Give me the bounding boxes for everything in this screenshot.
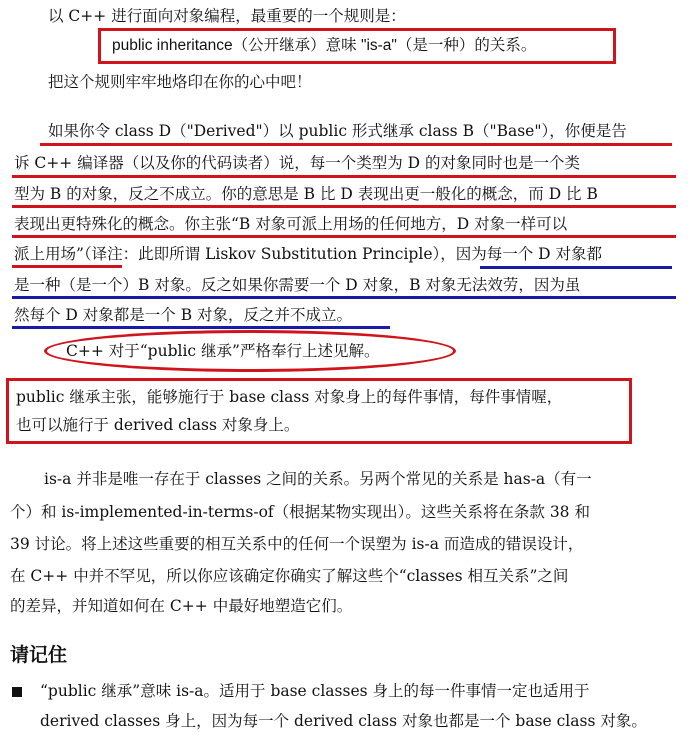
intro-line-3: 把这个规则牢牢地烙印在你的心中吧！ — [48, 73, 312, 91]
remember-bullet-line: “public 继承”意味 is-a。适用于 base classes 身上的每一件事情一定也适用于 — [40, 682, 590, 700]
blue-underline — [12, 296, 676, 299]
paragraph1-line: 如果你令 class D（"Derived"）以 public 形式继承 class B（"Base"），你便是告 — [48, 122, 627, 140]
remember-bullet-line: derived classes 身上，因为每一个 derived class 对象也都是一个 base class 对象。 — [40, 712, 647, 730]
red-underline — [12, 175, 676, 178]
paragraph2-line: 个）和 is-implemented-in-terms-of（根据某物实现出）。这些关系将在条款 38 和 — [10, 503, 590, 521]
red-underline — [12, 265, 122, 268]
paragraph1-line: 然每个 D 对象都是一个 B 对象，反之并不成立。 — [14, 306, 353, 324]
red-underline — [40, 143, 672, 146]
claim-line: 也可以施行于 derived class 对象身上。 — [16, 416, 300, 434]
bullet-square-icon — [12, 687, 22, 697]
blue-underline — [480, 266, 672, 269]
red-underline — [12, 235, 676, 238]
paragraph1-line: 表现出更特殊化的概念。你主张“B 对象可派上用场的任何地方，D 对象一样可以 — [14, 215, 568, 233]
paragraph2-line: 的差异，并知道如何在 C++ 中最好地塑造它们。 — [10, 597, 353, 615]
paragraph2-line: 在 C++ 中并不罕见，所以你应该确定你确实了解这些个“classes 相互关系”之间 — [10, 567, 569, 585]
red-underline — [12, 205, 676, 208]
blue-underline — [12, 326, 390, 329]
paragraph2-line: 39 讨论。将上述这些重要的相互关系中的任何一个误塑为 is-a 而造成的错误设计， — [10, 535, 584, 553]
public-inheritance-rule: public inheritance（公开继承）意味 "is-a"（是一种）的关系。 — [112, 37, 537, 54]
paragraph2-line: is-a 并非是唯一存在于 classes 之间的关系。另两个常见的关系是 has-a（有一 — [44, 470, 592, 488]
remember-heading: 请记住 — [10, 644, 68, 666]
oval-note: C++ 对于“public 继承”严格奉行上述见解。 — [66, 342, 380, 360]
paragraph1-line: 诉 C++ 编译器（以及你的代码读者）说，每一个类型为 D 的对象同时也是一个类 — [14, 154, 580, 172]
claim-line: public 继承主张，能够施行于 base class 对象身上的每件事情，每件事情喔， — [16, 388, 563, 406]
paragraph1-line: 派上用场”（译注：此即所谓 Liskov Substitution Principle），因为每一个 D 对象都 — [14, 245, 603, 263]
paragraph1-line: 型为 B 的对象，反之不成立。你的意思是 B 比 D 表现出更一般化的概念，而 D 比 B — [14, 185, 598, 203]
paragraph1-line: 是一种（是一个）B 对象。反之如果你需要一个 D 对象，B 对象无法效劳，因为虽 — [14, 276, 581, 294]
intro-line-1: 以 C++ 进行面向对象编程，最重要的一个规则是： — [48, 7, 406, 25]
